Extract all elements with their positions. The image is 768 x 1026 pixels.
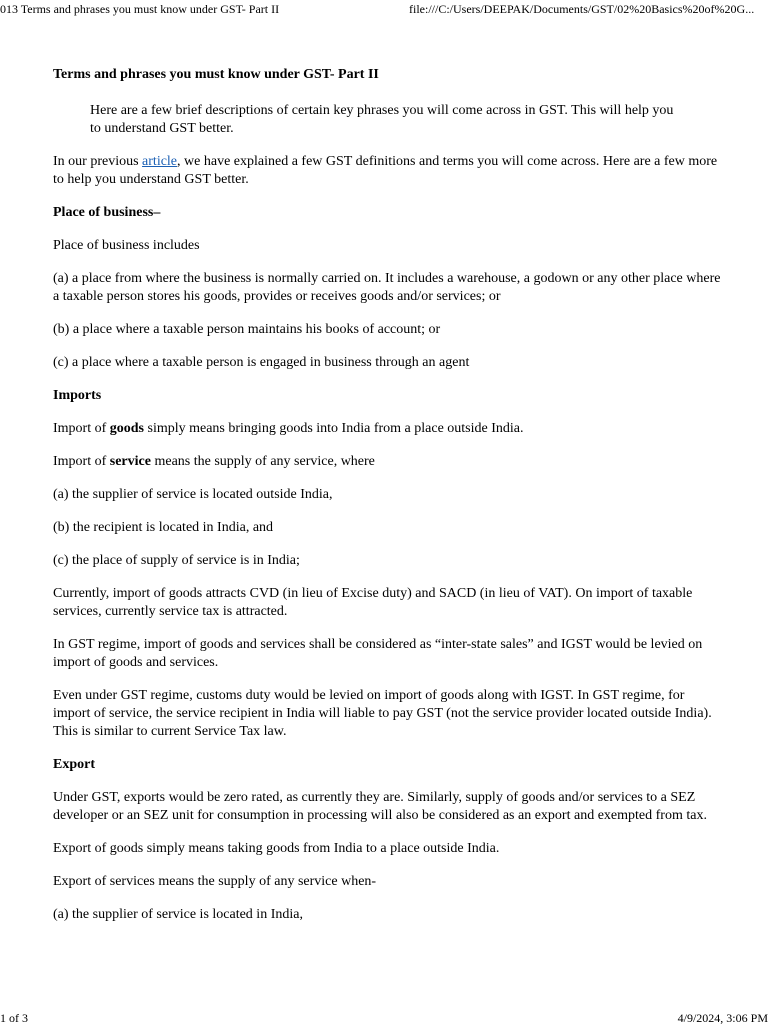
place-of-business-a: (a) a place from where the business is normally carried on. It includes a warehouse, a godown or any other place where a taxable person stores his goods, provides or receives goods and/or services; or [53, 271, 721, 304]
print-header-title: 013 Terms and phrases you must know under GST- Part II [0, 2, 280, 16]
place-of-business-heading: Place of business– [53, 205, 161, 220]
place-of-business-c: (c) a place where a taxable person is engaged in business through an agent [53, 355, 470, 370]
import-service-post: means the supply of any service, where [150, 454, 375, 469]
import-goods-post: simply means bringing goods into India from a place outside India. [144, 421, 524, 436]
import-goods-bold: goods [109, 421, 144, 436]
import-service-a: (a) the supplier of service is located outside India, [53, 487, 333, 502]
import-current-paragraph: Currently, import of goods attracts CVD (in lieu of Excise duty) and SACD (in lieu of VAT). On import of taxable services, currently service tax is attracted. [53, 586, 693, 619]
article [53, 66, 723, 939]
print-footer [0, 1009, 768, 1025]
export-service-a: (a) the supplier of service is located in India, [53, 907, 303, 922]
intro-text-before: In our previous [53, 154, 143, 169]
import-goods-pre: Import of [53, 421, 110, 436]
import-service-c: (c) the place of supply of service is in India; [53, 553, 300, 568]
export-goods-paragraph: Export of goods simply means taking goods from India to a place outside India. [53, 841, 500, 856]
export-zero-rated-paragraph: Under GST, exports would be zero rated, as currently they are. Similarly, supply of goods and/or services to a SEZ developer or an SEZ unit for consumption in processing will also be considered as an export and exempted from tax. [53, 790, 707, 823]
print-header [0, 0, 768, 18]
article-lead: Here are a few brief descriptions of certain key phrases you will come across in GST. This will help you to understand GST better. [90, 103, 674, 136]
intro-paragraph [53, 153, 723, 189]
print-header-url: file:///C:/Users/DEEPAK/Documents/GST/02%20Basics%20of%20G... [409, 2, 755, 16]
export-services-paragraph: Export of services means the supply of any service when- [53, 874, 377, 889]
import-goods-paragraph [53, 420, 723, 438]
imports-heading: Imports [53, 388, 102, 403]
page-number: 1 of 3 [0, 1011, 28, 1025]
import-gst-paragraph: In GST regime, import of goods and services shall be considered as “inter-state sales” and IGST would be levied on import of goods and services. [53, 637, 703, 670]
place-of-business-p1: Place of business includes [53, 238, 200, 253]
import-customs-paragraph: Even under GST regime, customs duty would be levied on import of goods along with IGST. In GST regime, for import of service, the service recipient in India will liable to pay GST (not the service provider located outside India). This is similar to current Service Tax law. [53, 688, 712, 739]
article-title: Terms and phrases you must know under GST- Part II [53, 67, 379, 82]
import-service-pre: Import of [53, 454, 110, 469]
import-service-paragraph [53, 453, 723, 471]
previous-article-link[interactable]: article [142, 154, 178, 169]
print-datetime: 4/9/2024, 3:06 PM [677, 1011, 768, 1025]
export-heading: Export [53, 757, 95, 772]
import-service-bold: service [109, 454, 151, 469]
import-service-b: (b) the recipient is located in India, and [53, 520, 274, 535]
place-of-business-b: (b) a place where a taxable person maintains his books of account; or [53, 322, 441, 337]
intro-text-after: , we have explained a few GST definitions and terms you will come across. Here are a few more to help you understand GST better. [53, 154, 718, 187]
